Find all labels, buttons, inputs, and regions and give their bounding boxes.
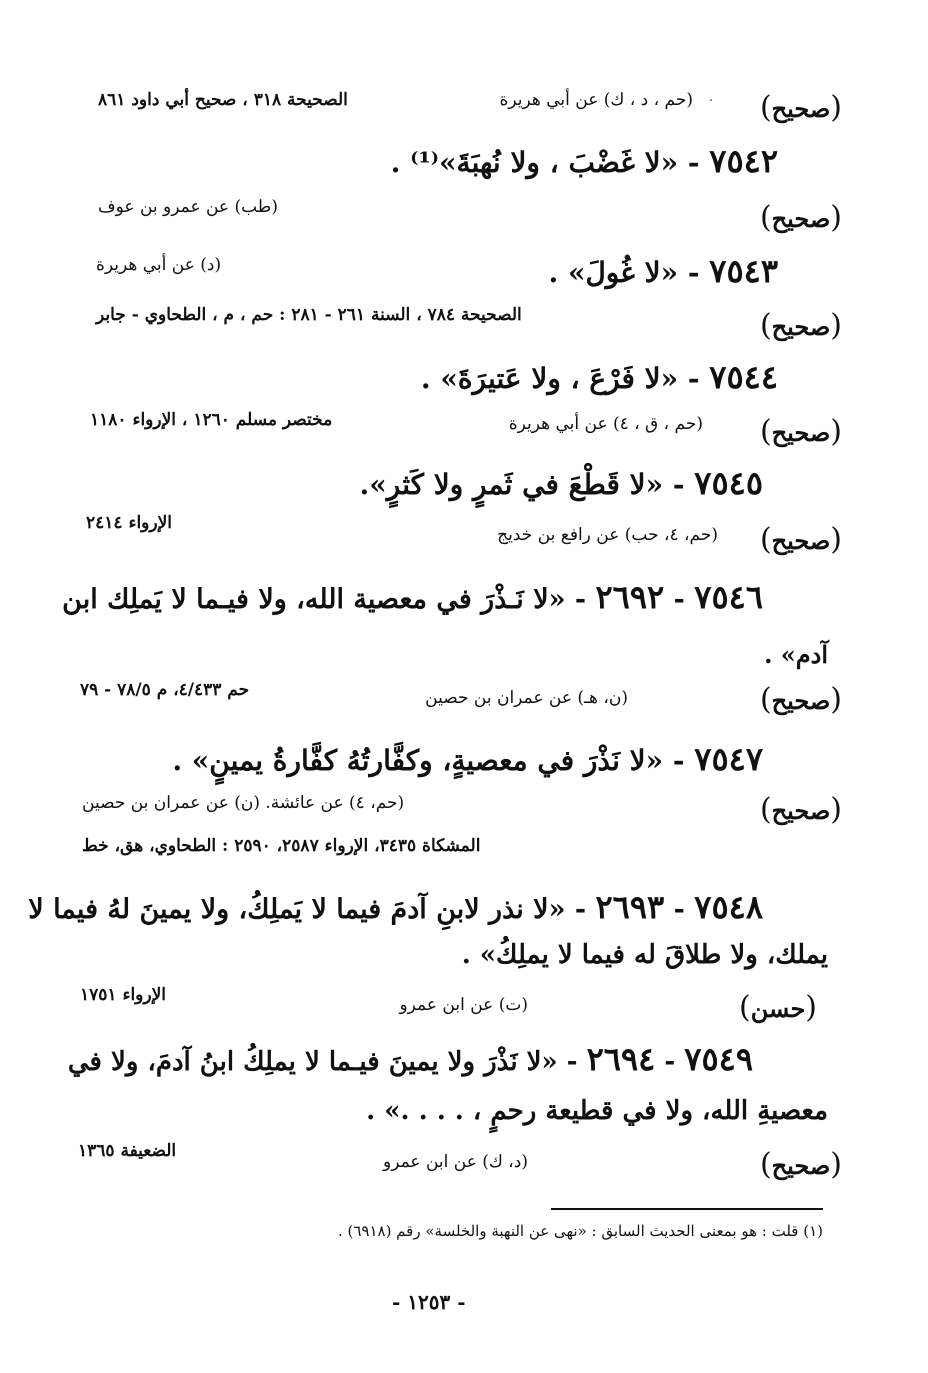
hadith-text: ٧٥٤٦ - ٢٦٩٢ - «لا نَـذْرَ في معصية الله، ولا فيـما لا يَملِك ابن: [62, 578, 763, 616]
hadith-text: ٧٥٤٣ - «لا غُولَ» .: [548, 252, 778, 290]
hadith-alt-number: ٢٦٩٢: [595, 578, 665, 616]
source-ref: (حم، ٤) عن عائشة. (ن) عن عمران بن حصين: [82, 793, 405, 813]
grade-badge: (صحيح): [759, 682, 842, 717]
grade-badge: (صحيح): [759, 414, 842, 449]
source-ref: (ت) عن ابن عمرو: [399, 995, 528, 1015]
hadith-text: ٧٥٤٢ - «لا غَضْبَ ، ولا نُهبَةَ»⁽¹⁾ .: [390, 142, 778, 180]
reference: الصحيحة ٧٨٤ ، السنة ٢٦١ - ٢٨١ : حم ، م ، الطحاوي - جابر: [96, 305, 522, 325]
hadith-number: ٧٥٤٤: [709, 358, 778, 396]
reference: الضعيفة ١٣٦٥: [78, 1141, 177, 1161]
hadith-text: ٧٥٤٨ - ٢٦٩٣ - «لا نذر لابنِ آدمَ فيما لا يَملِكُ، ولا يمينَ لهُ فيما لا: [28, 888, 763, 926]
hadith-text: ٧٥٤٩ - ٢٦٩٤ - «لا نَذْرَ ولا يمينَ فيـما لا يملِكُ ابنُ آدمَ، ولا في: [67, 1040, 753, 1078]
hadith-text: ٧٥٤٤ - «لا فَرْعَ ، ولا عَتيرَةَ» .: [420, 358, 778, 396]
grade-badge: (صحيح): [759, 200, 842, 235]
hadith-number: ٧٥٤٨: [694, 888, 763, 926]
hadith-continuation: معصيةِ الله، ولا في قطيعة رحمٍ ، . . . .» .: [366, 1096, 828, 1126]
source-ref: (حم، ٤، حب) عن رافع بن خديج: [497, 525, 718, 545]
source-ref: (د) عن أبي هريرة: [96, 255, 222, 275]
hadith-number: ٧٥٤٦: [694, 578, 763, 616]
source-ref: (حم ، د ، ك) عن أبي هريرة: [499, 90, 693, 110]
hadith-text: ٧٥٤٥ - «لا قَطْعَ في ثَمرٍ ولا كَثرٍ».: [359, 464, 763, 502]
reference: الإرواء ٢٤١٤: [86, 513, 173, 533]
grade-badge: (صحيح): [759, 308, 842, 343]
hadith-alt-number: ٢٦٩٣: [595, 888, 665, 926]
reference: الإرواء ١٧٥١: [80, 985, 167, 1005]
hadith-body: «لا نَذْرَ ولا يمينَ فيـما لا يملِكُ ابنُ آدمَ، ولا في: [67, 1047, 558, 1077]
dot: .: [709, 90, 713, 104]
hadith-number: ٧٥٤٩: [684, 1040, 753, 1078]
hadith-continuation: يملك، ولا طلاقَ له فيما لا يملِكُ» .: [461, 940, 828, 970]
source-ref: (ن، هـ) عن عمران بن حصين: [425, 688, 628, 708]
grade-badge: (صحيح): [759, 522, 842, 557]
grade-badge: (صحيح): [759, 1147, 842, 1182]
reference: المشكاة ٣٤٣٥، الإرواء ٢٥٨٧، ٢٥٩٠ : الطحاوي، هق، خط: [82, 836, 481, 856]
source-ref: (د، ك) عن ابن عمرو: [383, 1152, 528, 1172]
hadith-body: «لا غُولَ» .: [548, 256, 679, 289]
reference: حم ٤/٤٣٣، م ٧٨/٥ - ٧٩: [80, 680, 250, 700]
footnote: (١) قلت : هو بمعنى الحديث السابق : «نهى عن النهبة والخلسة» رقم (٦٩١٨) .: [337, 1222, 823, 1240]
footnote-rule: [551, 1208, 823, 1210]
hadith-number: ٧٥٤٥: [694, 464, 763, 502]
hadith-number: ٧٥٤٢: [709, 142, 778, 180]
grade-badge: (صحيح): [759, 792, 842, 827]
page-number: - ١٢٥٣ -: [392, 1290, 466, 1314]
hadith-number: ٧٥٤٣: [709, 252, 778, 290]
reference: مختصر مسلم ١٢٦٠ ، الإرواء ١١٨٠: [90, 410, 333, 430]
hadith-continuation: آدم» .: [764, 640, 828, 669]
hadith-number: ٧٥٤٧: [694, 740, 763, 778]
hadith-body: «لا غَضْبَ ، ولا نُهبَةَ»⁽¹⁾ .: [390, 146, 679, 179]
source-ref: (طب) عن عمرو بن عوف: [98, 197, 278, 217]
source-ref: (حم ، ق ، ٤) عن أبي هريرة: [508, 414, 703, 434]
grade-badge: (حسن): [739, 990, 817, 1025]
hadith-alt-number: ٢٦٩٤: [586, 1040, 656, 1078]
hadith-body: «لا فَرْعَ ، ولا عَتيرَةَ» .: [420, 362, 679, 395]
hadith-body: «لا نَـذْرَ في معصية الله، ولا فيـما لا يَملِك ابن: [62, 584, 566, 615]
grade-badge: (صحيح): [759, 90, 842, 125]
hadith-body: «لا نَذْرَ في معصيةٍ، وكفَّارتُهُ كفَّارةُ يمينٍ» .: [172, 744, 664, 777]
hadith-text: ٧٥٤٧ - «لا نَذْرَ في معصيةٍ، وكفَّارتُهُ كفَّارةُ يمينٍ» .: [172, 740, 763, 778]
reference: الصحيحة ٣١٨ ، صحيح أبي داود ٨٦١: [98, 90, 348, 110]
hadith-body: «لا قَطْعَ في ثَمرٍ ولا كَثرٍ».: [359, 468, 664, 501]
hadith-body: «لا نذر لابنِ آدمَ فيما لا يَملِكُ، ولا يمينَ لهُ فيما لا: [28, 894, 566, 925]
